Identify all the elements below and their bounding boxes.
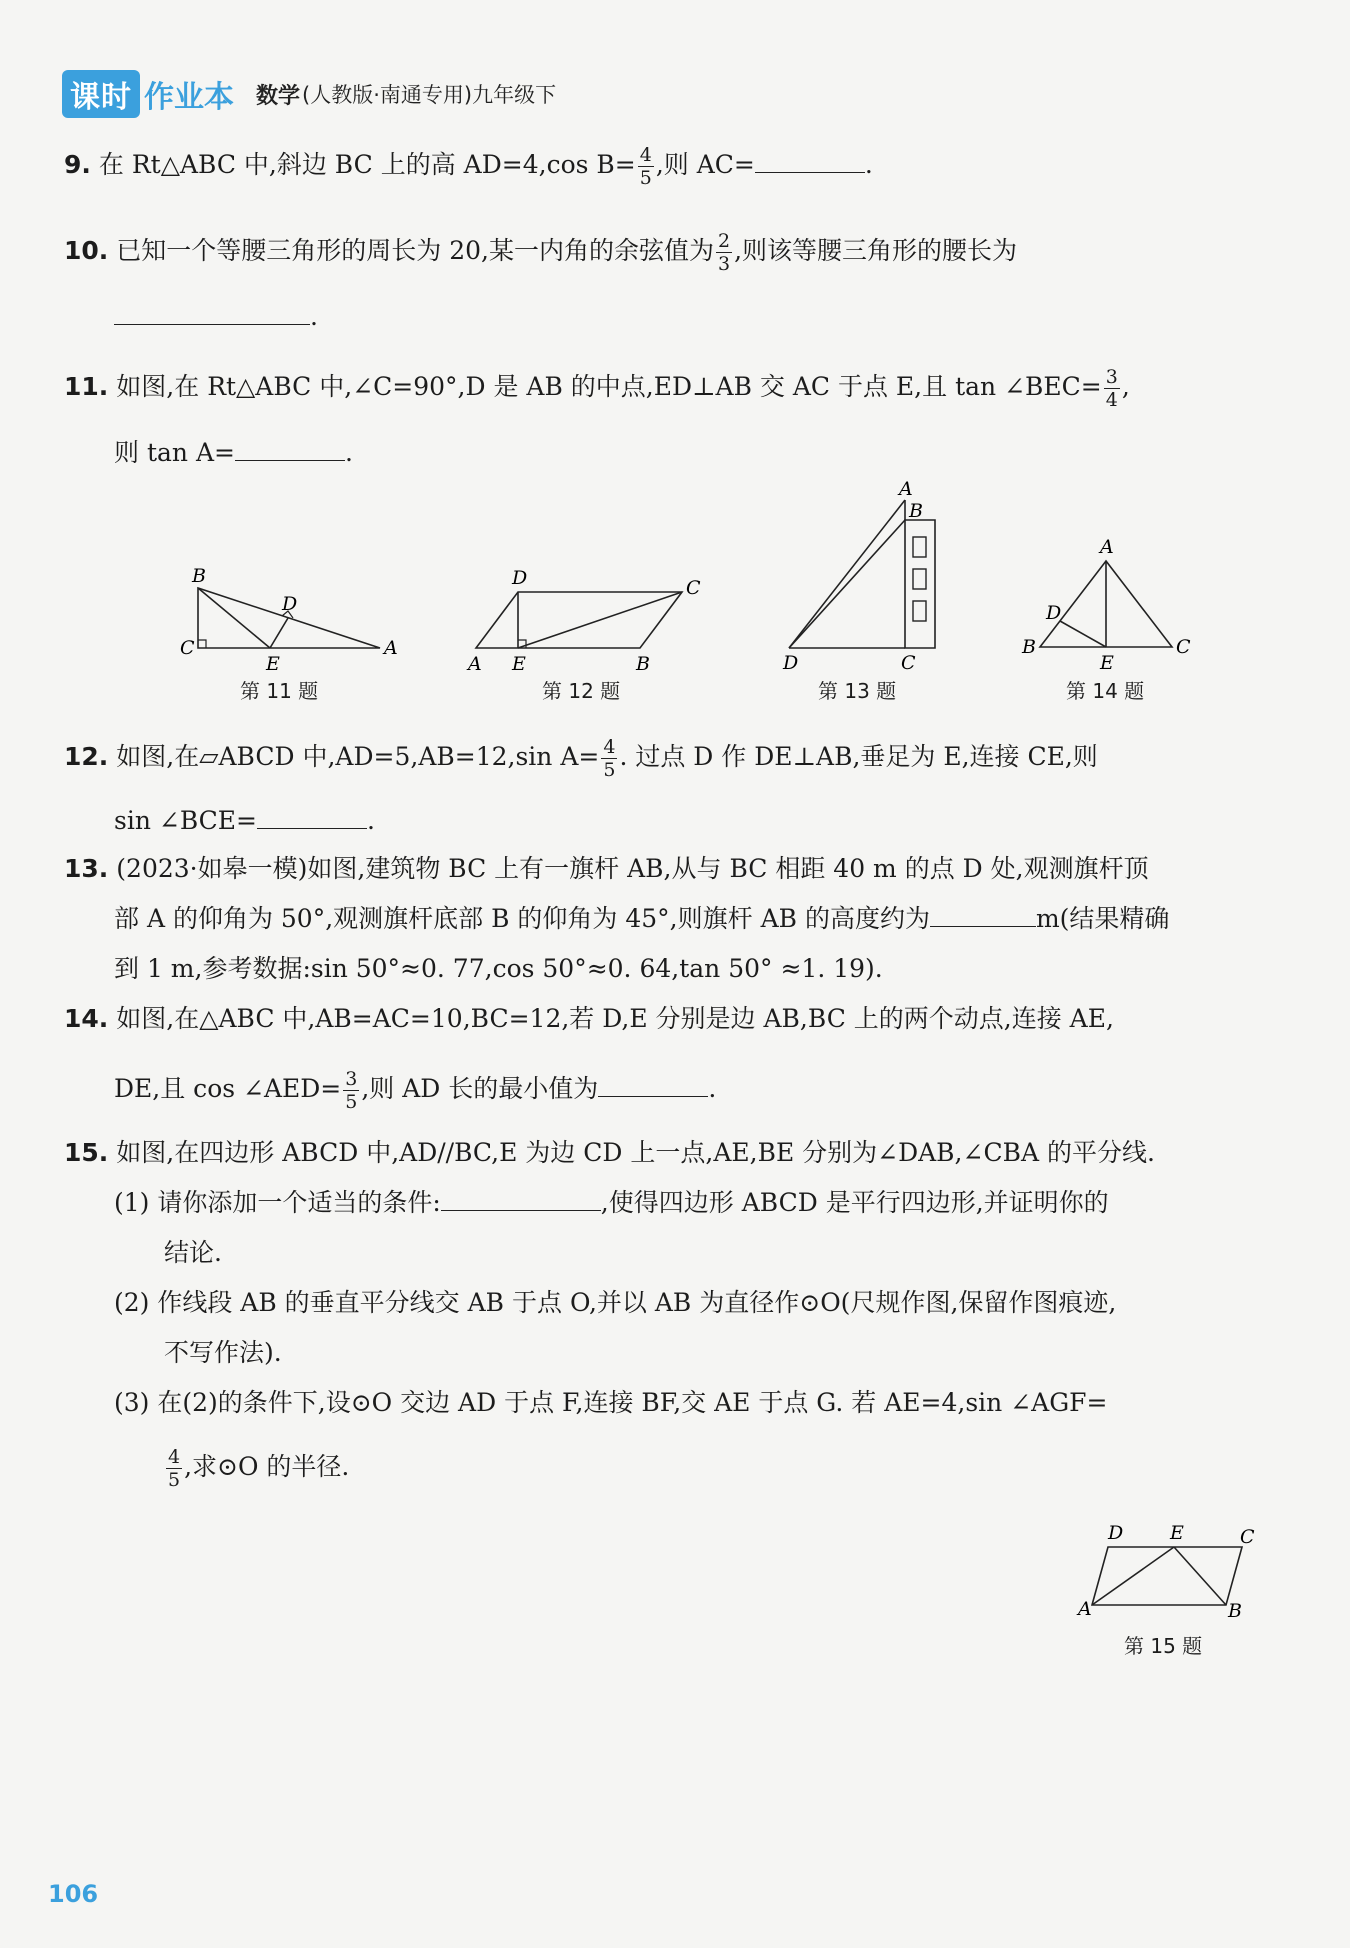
figure-11 [170, 560, 400, 684]
question-15-part1-cont: 结论. [164, 1238, 222, 1267]
point-label: C [901, 652, 916, 674]
question-15-part1: (1) 请你添加一个适当的条件: ,使得四边形 ABCD 是平行四边形,并证明你的 [114, 1188, 1109, 1217]
edition-label: (人教版·南通专用)九年级下 [302, 83, 557, 107]
point-label: A [899, 478, 913, 500]
point-label: A [1100, 536, 1114, 558]
fraction: $\frac{3}{5}$ [345, 1068, 358, 1113]
figure-12-caption: 第 12 题 [542, 679, 621, 703]
series-logo: 课时 [62, 70, 140, 118]
question-11: 11. 如图,在 Rt△ABC 中,∠C=90°,D 是 AB 的中点,ED⊥AB 交 AC 于点 E,且 tan ∠BEC= $\frac{3}{4}$ , [64, 366, 1130, 411]
figure-12 [462, 567, 712, 684]
answer-blank[interactable] [441, 1186, 601, 1211]
fraction: $\frac{4}{5}$ [639, 144, 652, 189]
fraction: $\frac{3}{4}$ [1105, 366, 1118, 411]
point-label: B [636, 653, 650, 675]
fraction: $\frac{4}{5}$ [168, 1446, 181, 1491]
point-label: C [180, 637, 195, 659]
answer-blank[interactable] [755, 148, 865, 173]
question-10: 10. 已知一个等腰三角形的周长为 20,某一内角的余弦值为 $\frac{2}{3}$ ,则该等腰三角形的腰长为 [64, 230, 1018, 275]
answer-blank[interactable] [598, 1072, 708, 1097]
answer-blank[interactable] [114, 300, 310, 325]
figure-11-diagram [170, 560, 400, 680]
question-14-line2: DE,且 cos ∠AED= $\frac{3}{5}$ ,则 AD 长的最小值为 . [114, 1068, 717, 1113]
question-12-line2: sin ∠BCE= . [114, 806, 375, 835]
question-11-line2: 则 tan A= . [114, 438, 353, 467]
point-label: E [512, 653, 526, 675]
series-name: 作业本 [144, 80, 234, 115]
page-header [62, 70, 556, 118]
point-label: D [1046, 602, 1062, 624]
figure-14-diagram [1020, 535, 1200, 675]
answer-blank[interactable] [930, 902, 1036, 927]
point-label: C [1176, 636, 1191, 658]
point-label: B [1228, 1600, 1242, 1622]
subject-label: 数学 [256, 83, 301, 109]
question-15-part2-cont: 不写作法). [164, 1338, 282, 1367]
fraction: $\frac{2}{3}$ [718, 230, 731, 275]
point-label: A [468, 653, 482, 675]
question-15-part3: (3) 在(2)的条件下,设⊙O 交边 AD 于点 F,连接 BF,交 AE 于点 G. 若 AE=4,sin ∠AGF= [114, 1388, 1108, 1417]
point-label: C [1240, 1526, 1255, 1548]
answer-blank[interactable] [235, 436, 345, 461]
point-label: E [266, 653, 280, 675]
question-13-line3: 到 1 m,参考数据:sin 50°≈0. 77,cos 50°≈0. 64,tan 50° ≈1. 19). [114, 954, 883, 983]
point-label: D [783, 652, 799, 674]
point-label: A [1078, 1598, 1092, 1620]
figure-12-diagram [462, 567, 712, 680]
point-label: A [384, 637, 398, 659]
page-number: 106 [48, 1880, 99, 1908]
point-label: E [1100, 652, 1114, 674]
point-label: D [512, 567, 528, 589]
fraction: $\frac{4}{5}$ [603, 736, 616, 781]
answer-blank[interactable] [257, 804, 367, 829]
figure-13 [775, 478, 955, 674]
figure-14-caption: 第 14 题 [1066, 679, 1145, 703]
question-12: 12. 如图,在▱ABCD 中,AD=5,AB=12,sin A= $\frac{4}{5}$ . 过点 D 作 DE⊥AB,垂足为 E,连接 CE,则 [64, 736, 1098, 781]
point-label: D [1108, 1522, 1124, 1544]
point-label: C [686, 577, 701, 599]
figure-14 [1020, 535, 1200, 679]
question-9: 9. 在 Rt△ABC 中,斜边 BC 上的高 AD=4,cos B= $\frac{4}{5}$ ,则 AC= . [64, 144, 873, 189]
figure-15-caption: 第 15 题 [1124, 1634, 1203, 1658]
figure-11-caption: 第 11 题 [240, 679, 319, 703]
question-13: 13. (2023·如皋一模)如图,建筑物 BC 上有一旗杆 AB,从与 BC 相距 40 m 的点 D 处,观测旗杆顶 [64, 854, 1149, 883]
question-14: 14. 如图,在△ABC 中,AB=AC=10,BC=12,若 D,E 分别是边 AB,BC 上的两个动点,连接 AE, [64, 1004, 1114, 1033]
question-10-line2: . [114, 300, 318, 334]
question-13-line2: 部 A 的仰角为 50°,观测旗杆底部 B 的仰角为 45°,则旗杆 AB 的高度约为 m(结果精确 [114, 904, 1170, 933]
point-label: B [192, 565, 206, 587]
point-label: B [909, 500, 923, 522]
question-15: 15. 如图,在四边形 ABCD 中,AD//BC,E 为边 CD 上一点,AE,BE 分别为∠DAB,∠CBA 的平分线. [64, 1138, 1155, 1167]
figure-13-caption: 第 13 题 [818, 679, 897, 703]
point-label: D [282, 593, 298, 615]
question-15-part2: (2) 作线段 AB 的垂直平分线交 AB 于点 O,并以 AB 为直径作⊙O(尺规作图,保留作图痕迹, [114, 1288, 1117, 1317]
figure-15 [1070, 1515, 1270, 1629]
figure-13-diagram [775, 478, 955, 674]
question-15-part3-cont: $\frac{4}{5}$ ,求⊙O 的半径. [168, 1446, 350, 1491]
point-label: B [1022, 636, 1036, 658]
point-label: E [1170, 1522, 1184, 1544]
figure-15-diagram [1070, 1515, 1270, 1625]
